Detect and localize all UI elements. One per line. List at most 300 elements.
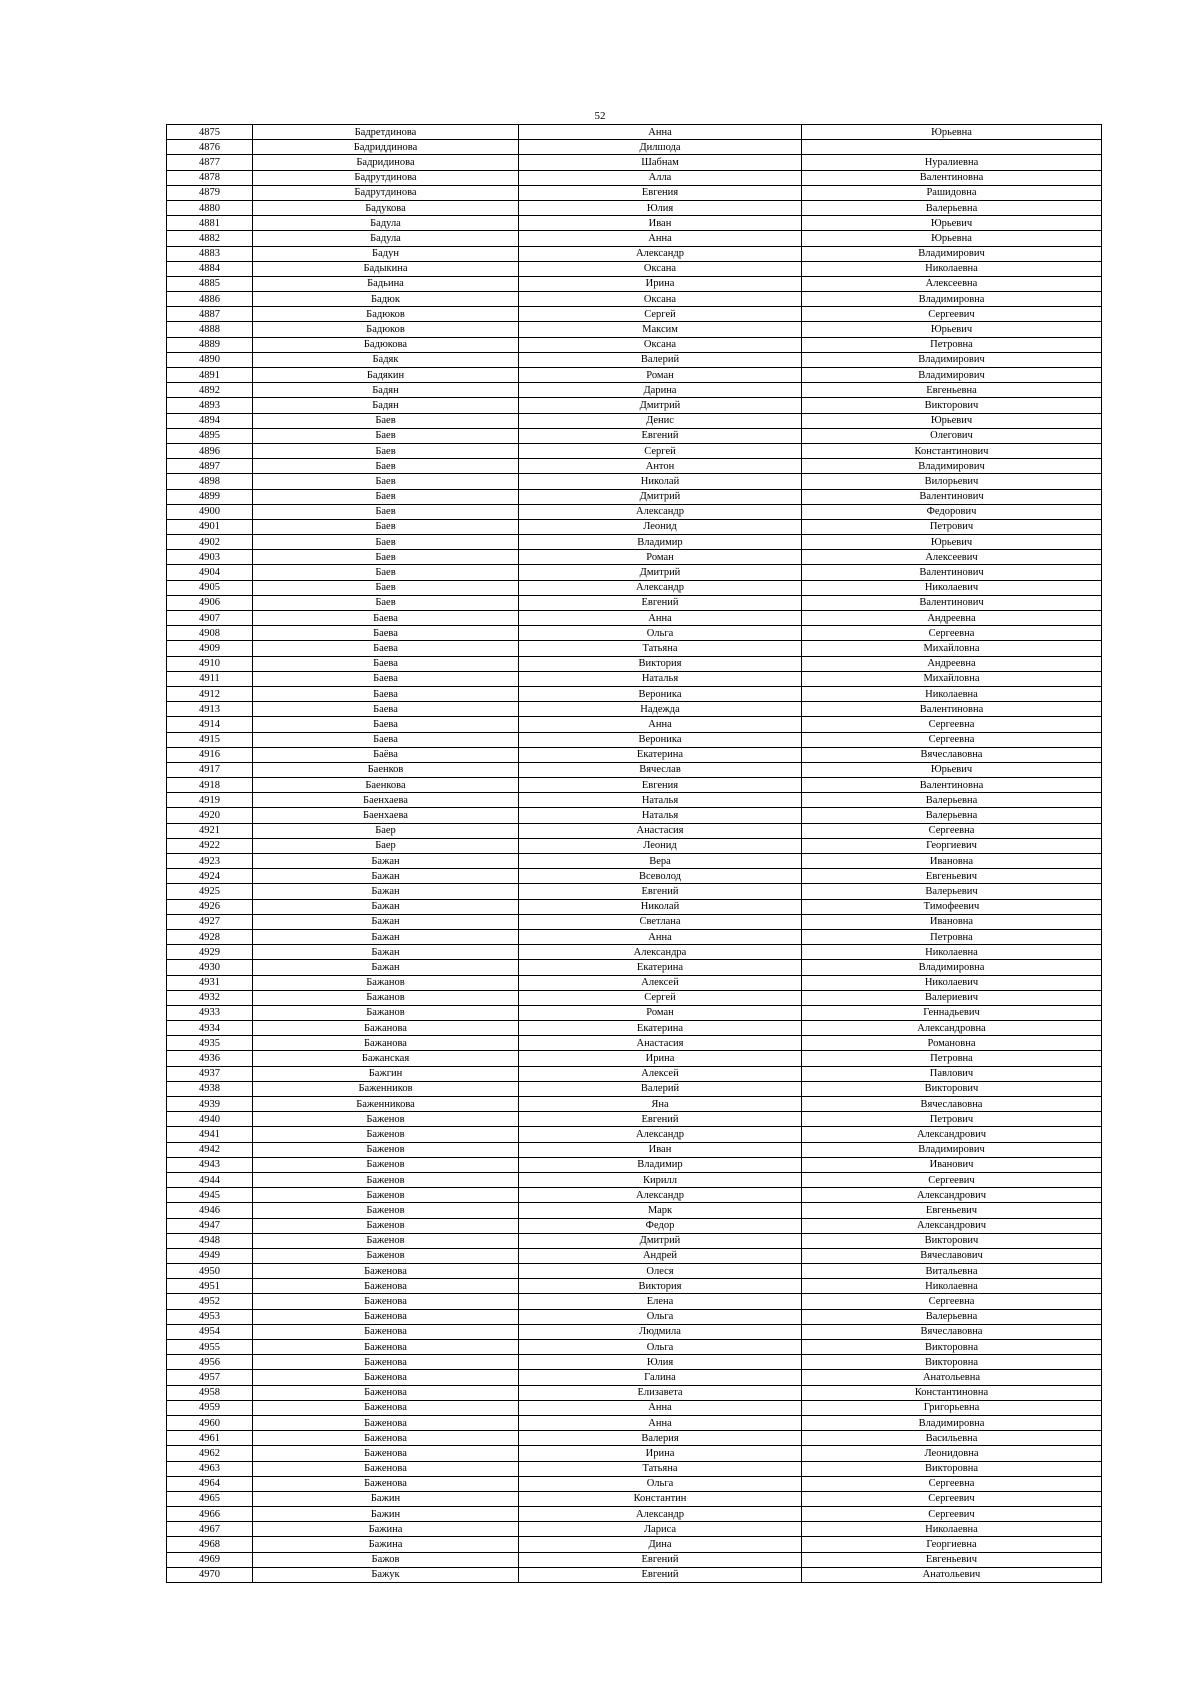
row-number-cell: 4926 [167,899,253,914]
row-number-cell: 4876 [167,140,253,155]
first-name-cell: Всеволод [519,869,802,884]
first-name-cell: Роман [519,1005,802,1020]
patronymic-cell: Валерьевна [802,793,1102,808]
patronymic-cell: Викторович [802,1233,1102,1248]
table-row [167,1491,1102,1506]
patronymic-cell: Петрович [802,519,1102,534]
first-name-cell: Дина [519,1537,802,1552]
last-name-cell: Баева [253,717,519,732]
patronymic-cell: Валерьевна [802,200,1102,215]
patronymic-cell: Константиновна [802,1385,1102,1400]
patronymic-cell: Евгеньевич [802,1203,1102,1218]
table-row [167,1537,1102,1552]
last-name-cell: Баев [253,489,519,504]
row-number-cell: 4907 [167,611,253,626]
row-number-cell: 4915 [167,732,253,747]
patronymic-cell: Алексеевна [802,276,1102,291]
row-number-cell: 4894 [167,413,253,428]
row-number-cell: 4916 [167,747,253,762]
table-row [167,170,1102,185]
table-row [167,1340,1102,1355]
patronymic-cell: Владимировна [802,960,1102,975]
row-number-cell: 4955 [167,1340,253,1355]
last-name-cell: Баер [253,823,519,838]
first-name-cell: Евгения [519,778,802,793]
first-name-cell: Людмила [519,1324,802,1339]
row-number-cell: 4961 [167,1431,253,1446]
patronymic-cell: Вячеславовна [802,1324,1102,1339]
row-number-cell: 4970 [167,1567,253,1582]
first-name-cell: Наталья [519,793,802,808]
first-name-cell: Александр [519,580,802,595]
row-number-cell: 4918 [167,778,253,793]
first-name-cell: Олеся [519,1264,802,1279]
table-row [167,778,1102,793]
first-name-cell: Татьяна [519,641,802,656]
first-name-cell: Дмитрий [519,398,802,413]
patronymic-cell: Алексеевич [802,550,1102,565]
patronymic-cell: Юрьевна [802,231,1102,246]
table-row [167,1005,1102,1020]
patronymic-cell: Валерьевич [802,884,1102,899]
last-name-cell: Бадян [253,383,519,398]
patronymic-cell: Романовна [802,1036,1102,1051]
last-name-cell: Баенхаева [253,808,519,823]
last-name-cell: Баев [253,550,519,565]
last-name-cell: Баженова [253,1294,519,1309]
table-row [167,611,1102,626]
last-name-cell: Баева [253,641,519,656]
row-number-cell: 4959 [167,1400,253,1415]
patronymic-cell: Юрьевич [802,216,1102,231]
first-name-cell: Евгения [519,185,802,200]
first-name-cell: Надежда [519,702,802,717]
first-name-cell: Евгений [519,1567,802,1582]
first-name-cell: Иван [519,1142,802,1157]
table-row [167,1021,1102,1036]
table-row [167,322,1102,337]
row-number-cell: 4951 [167,1279,253,1294]
table-row [167,686,1102,701]
row-number-cell: 4910 [167,656,253,671]
last-name-cell: Баженов [253,1172,519,1187]
last-name-cell: Бадридинова [253,155,519,170]
row-number-cell: 4958 [167,1385,253,1400]
table-row [167,1294,1102,1309]
patronymic-cell: Юрьевич [802,413,1102,428]
patronymic-cell: Николаевна [802,261,1102,276]
patronymic-cell: Александрович [802,1127,1102,1142]
first-name-cell: Леонид [519,519,802,534]
first-name-cell: Валерия [519,1431,802,1446]
table-row [167,1355,1102,1370]
table-row [167,200,1102,215]
last-name-cell: Баженникова [253,1097,519,1112]
table-row [167,1066,1102,1081]
table-row [167,899,1102,914]
row-number-cell: 4957 [167,1370,253,1385]
table-row [167,185,1102,200]
patronymic-cell: Николаевна [802,1279,1102,1294]
patronymic-cell: Валентинович [802,565,1102,580]
table-row [167,1415,1102,1430]
patronymic-cell: Валентинович [802,595,1102,610]
last-name-cell: Баева [253,671,519,686]
row-number-cell: 4923 [167,854,253,869]
page-number: 52 [594,110,606,122]
row-number-cell: 4934 [167,1021,253,1036]
first-name-cell: Анна [519,611,802,626]
table-row [167,823,1102,838]
table-row [167,307,1102,322]
row-number-cell: 4932 [167,990,253,1005]
patronymic-cell: Викторович [802,1081,1102,1096]
last-name-cell: Баженова [253,1279,519,1294]
table-row [167,732,1102,747]
row-number-cell: 4948 [167,1233,253,1248]
table-row [167,960,1102,975]
table-row [167,398,1102,413]
first-name-cell: Александр [519,246,802,261]
last-name-cell: Бажан [253,854,519,869]
patronymic-cell: Евгеньевич [802,1552,1102,1567]
first-name-cell: Денис [519,413,802,428]
first-name-cell: Анна [519,1415,802,1430]
first-name-cell: Екатерина [519,960,802,975]
first-name-cell: Евгений [519,428,802,443]
table-row [167,1385,1102,1400]
first-name-cell: Владимир [519,1157,802,1172]
patronymic-cell: Петровна [802,337,1102,352]
first-name-cell: Анна [519,1400,802,1415]
patronymic-cell: Валентинович [802,489,1102,504]
table-row [167,656,1102,671]
row-number-cell: 4966 [167,1507,253,1522]
first-name-cell: Вячеслав [519,762,802,777]
table-row [167,276,1102,291]
patronymic-cell: Петровна [802,929,1102,944]
first-name-cell: Юлия [519,200,802,215]
row-number-cell: 4882 [167,231,253,246]
table-row [167,125,1102,140]
row-number-cell: 4933 [167,1005,253,1020]
first-name-cell: Шабнам [519,155,802,170]
last-name-cell: Бажан [253,884,519,899]
table-row [167,1172,1102,1187]
row-number-cell: 4945 [167,1188,253,1203]
first-name-cell: Анастасия [519,823,802,838]
last-name-cell: Баженова [253,1415,519,1430]
row-number-cell: 4956 [167,1355,253,1370]
first-name-cell: Татьяна [519,1461,802,1476]
last-name-cell: Баженов [253,1218,519,1233]
first-name-cell: Анна [519,929,802,944]
patronymic-cell: Викторовна [802,1340,1102,1355]
last-name-cell: Баев [253,519,519,534]
first-name-cell: Иван [519,216,802,231]
table-row [167,261,1102,276]
patronymic-cell: Владимирович [802,1142,1102,1157]
table-row [167,1461,1102,1476]
last-name-cell: Бадян [253,398,519,413]
last-name-cell: Баженов [253,1127,519,1142]
last-name-cell: Бадыкина [253,261,519,276]
patronymic-cell: Сергеевич [802,1491,1102,1506]
last-name-cell: Баев [253,595,519,610]
table-row [167,1400,1102,1415]
table-row [167,1233,1102,1248]
row-number-cell: 4921 [167,823,253,838]
last-name-cell: Баева [253,611,519,626]
last-name-cell: Баженова [253,1324,519,1339]
table-row [167,216,1102,231]
first-name-cell: Алексей [519,975,802,990]
row-number-cell: 4950 [167,1264,253,1279]
table-row [167,1218,1102,1233]
row-number-cell: 4931 [167,975,253,990]
last-name-cell: Бадукова [253,200,519,215]
table-row [167,474,1102,489]
last-name-cell: Баженова [253,1355,519,1370]
row-number-cell: 4914 [167,717,253,732]
last-name-cell: Баев [253,413,519,428]
patronymic-cell: Сергеевна [802,626,1102,641]
table-row [167,1279,1102,1294]
last-name-cell: Баженов [253,1188,519,1203]
table-row [167,1203,1102,1218]
table-row [167,747,1102,762]
last-name-cell: Баженов [253,1112,519,1127]
first-name-cell: Ольга [519,1340,802,1355]
last-name-cell: Баенкова [253,778,519,793]
first-name-cell: Вера [519,854,802,869]
last-name-cell: Баев [253,580,519,595]
first-name-cell: Вероника [519,732,802,747]
first-name-cell: Сергей [519,990,802,1005]
patronymic-cell: Павлович [802,1066,1102,1081]
last-name-cell: Баженов [253,1157,519,1172]
table-row [167,1309,1102,1324]
last-name-cell: Бажина [253,1522,519,1537]
patronymic-cell: Валентиновна [802,702,1102,717]
patronymic-cell: Николаевна [802,1522,1102,1537]
last-name-cell: Баженов [253,1233,519,1248]
patronymic-cell: Григорьевна [802,1400,1102,1415]
row-number-cell: 4904 [167,565,253,580]
row-number-cell: 4895 [167,428,253,443]
row-number-cell: 4952 [167,1294,253,1309]
first-name-cell: Наталья [519,671,802,686]
row-number-cell: 4888 [167,322,253,337]
patronymic-cell: Викторовна [802,1461,1102,1476]
row-number-cell: 4962 [167,1446,253,1461]
table-row [167,793,1102,808]
row-number-cell: 4879 [167,185,253,200]
first-name-cell: Ольга [519,1309,802,1324]
last-name-cell: Баев [253,535,519,550]
last-name-cell: Баев [253,565,519,580]
row-number-cell: 4930 [167,960,253,975]
table-row [167,1431,1102,1446]
row-number-cell: 4922 [167,838,253,853]
row-number-cell: 4936 [167,1051,253,1066]
first-name-cell: Анна [519,231,802,246]
patronymic-cell: Викторович [802,398,1102,413]
patronymic-cell: Васильевна [802,1431,1102,1446]
row-number-cell: 4938 [167,1081,253,1096]
last-name-cell: Бажгин [253,1066,519,1081]
patronymic-cell: Викторовна [802,1355,1102,1370]
row-number-cell: 4964 [167,1476,253,1491]
patronymic-cell: Вячеславовна [802,747,1102,762]
table-row [167,626,1102,641]
patronymic-cell: Вилорьевич [802,474,1102,489]
first-name-cell: Евгений [519,884,802,899]
last-name-cell: Бадьина [253,276,519,291]
table-row [167,641,1102,656]
first-name-cell: Ольга [519,626,802,641]
first-name-cell: Роман [519,550,802,565]
row-number-cell: 4891 [167,368,253,383]
row-number-cell: 4889 [167,337,253,352]
row-number-cell: 4947 [167,1218,253,1233]
first-name-cell: Юлия [519,1355,802,1370]
first-name-cell: Екатерина [519,747,802,762]
row-number-cell: 4946 [167,1203,253,1218]
last-name-cell: Бажанов [253,990,519,1005]
table-row [167,1157,1102,1172]
first-name-cell: Роман [519,368,802,383]
patronymic-cell: Николаевна [802,945,1102,960]
first-name-cell: Лариса [519,1522,802,1537]
row-number-cell: 4969 [167,1552,253,1567]
last-name-cell: Баенков [253,762,519,777]
last-name-cell: Баев [253,459,519,474]
table-row [167,929,1102,944]
table-row [167,231,1102,246]
row-number-cell: 4940 [167,1112,253,1127]
last-name-cell: Бажан [253,899,519,914]
registry-table-body [167,125,1102,1583]
first-name-cell: Анна [519,717,802,732]
row-number-cell: 4908 [167,626,253,641]
first-name-cell: Александр [519,1188,802,1203]
patronymic-cell: Рашидовна [802,185,1102,200]
last-name-cell: Баева [253,626,519,641]
row-number-cell: 4878 [167,170,253,185]
first-name-cell: Оксана [519,337,802,352]
row-number-cell: 4903 [167,550,253,565]
table-row [167,292,1102,307]
first-name-cell: Александр [519,504,802,519]
last-name-cell: Баева [253,702,519,717]
table-row [167,808,1102,823]
first-name-cell: Елизавета [519,1385,802,1400]
table-row [167,990,1102,1005]
table-row [167,535,1102,550]
row-number-cell: 4890 [167,352,253,367]
table-row [167,565,1102,580]
last-name-cell: Бажанов [253,1005,519,1020]
patronymic-cell: Николаевич [802,975,1102,990]
patronymic-cell: Петрович [802,1112,1102,1127]
first-name-cell: Дмитрий [519,1233,802,1248]
last-name-cell: Бадякин [253,368,519,383]
patronymic-cell: Валентиновна [802,170,1102,185]
patronymic-cell: Витальевна [802,1264,1102,1279]
last-name-cell: Бажук [253,1567,519,1582]
first-name-cell: Александр [519,1507,802,1522]
patronymic-cell: Сергеевна [802,1476,1102,1491]
row-number-cell: 4883 [167,246,253,261]
patronymic-cell: Сергеевич [802,1507,1102,1522]
patronymic-cell: Геннадьевич [802,1005,1102,1020]
row-number-cell: 4881 [167,216,253,231]
row-number-cell: 4960 [167,1415,253,1430]
last-name-cell: Баженов [253,1142,519,1157]
table-row [167,762,1102,777]
first-name-cell: Марк [519,1203,802,1218]
first-name-cell: Дмитрий [519,565,802,580]
row-number-cell: 4949 [167,1248,253,1263]
table-row [167,1188,1102,1203]
table-row [167,1112,1102,1127]
last-name-cell: Баженова [253,1385,519,1400]
row-number-cell: 4909 [167,641,253,656]
last-name-cell: Баженов [253,1203,519,1218]
patronymic-cell: Андреевна [802,656,1102,671]
last-name-cell: Бадула [253,231,519,246]
row-number-cell: 4911 [167,671,253,686]
patronymic-cell [802,140,1102,155]
last-name-cell: Бадула [253,216,519,231]
patronymic-cell: Вячеславович [802,1248,1102,1263]
row-number-cell: 4898 [167,474,253,489]
table-row [167,1127,1102,1142]
table-row [167,975,1102,990]
patronymic-cell: Евгеньевич [802,869,1102,884]
first-name-cell: Сергей [519,443,802,458]
last-name-cell: Баженова [253,1264,519,1279]
table-row [167,489,1102,504]
row-number-cell: 4875 [167,125,253,140]
row-number-cell: 4924 [167,869,253,884]
row-number-cell: 4935 [167,1036,253,1051]
first-name-cell: Ирина [519,1051,802,1066]
last-name-cell: Бажан [253,945,519,960]
table-row [167,1370,1102,1385]
first-name-cell: Дарина [519,383,802,398]
last-name-cell: Баев [253,504,519,519]
last-name-cell: Бадун [253,246,519,261]
patronymic-cell: Вячеславовна [802,1097,1102,1112]
last-name-cell: Бадюкова [253,337,519,352]
last-name-cell: Баев [253,428,519,443]
first-name-cell: Оксана [519,261,802,276]
row-number-cell: 4900 [167,504,253,519]
first-name-cell: Елена [519,1294,802,1309]
patronymic-cell: Михайловна [802,671,1102,686]
row-number-cell: 4928 [167,929,253,944]
patronymic-cell: Анатольевна [802,1370,1102,1385]
last-name-cell: Баженов [253,1248,519,1263]
row-number-cell: 4896 [167,443,253,458]
patronymic-cell: Николаевич [802,580,1102,595]
first-name-cell: Алла [519,170,802,185]
last-name-cell: Бадюков [253,307,519,322]
table-row [167,945,1102,960]
patronymic-cell: Валентиновна [802,778,1102,793]
